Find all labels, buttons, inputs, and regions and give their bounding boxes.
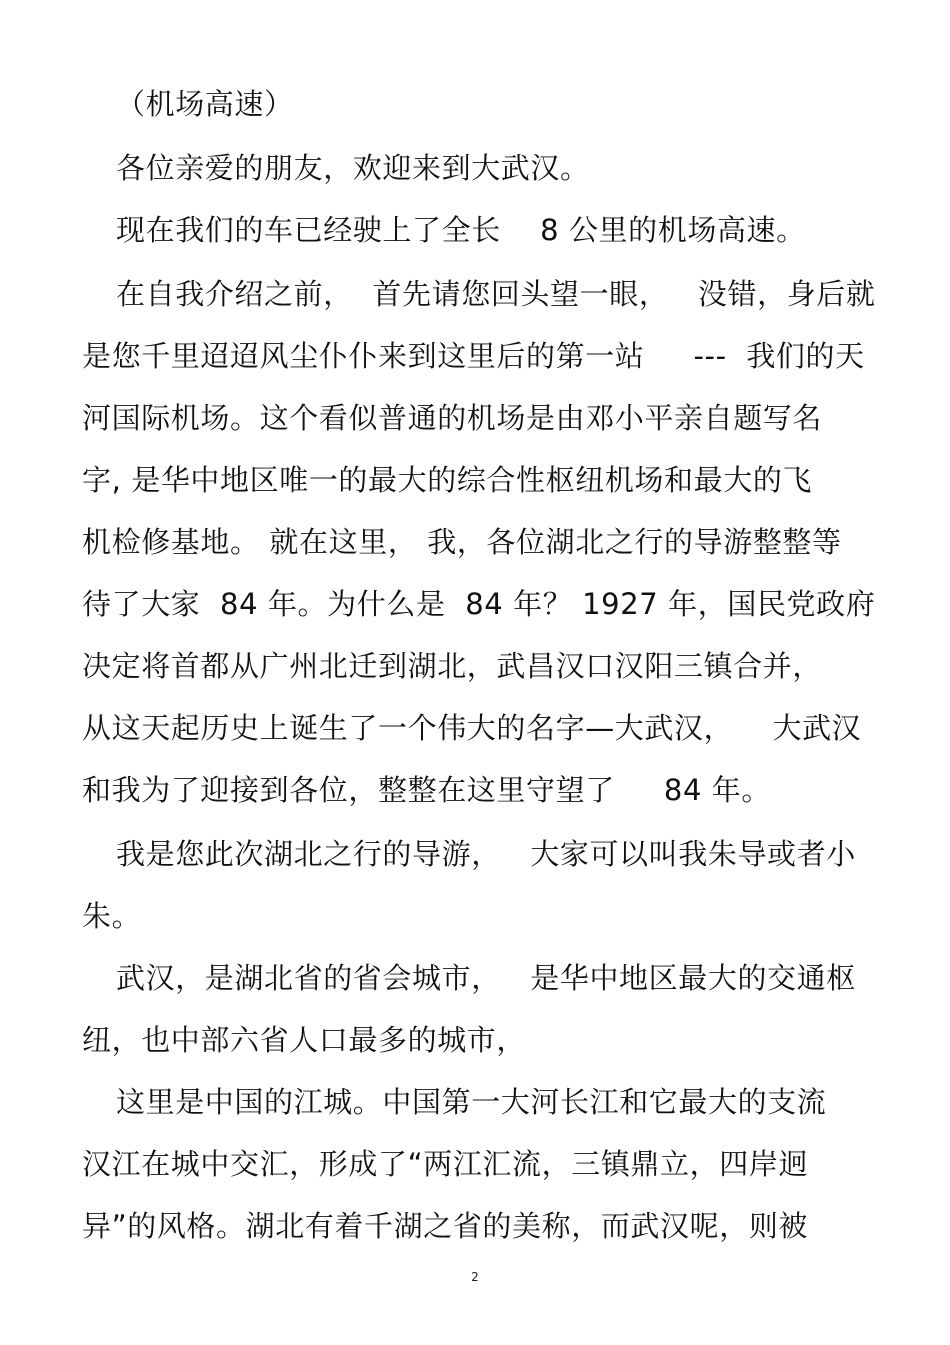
text-line: 从这天起历史上诞生了一个伟大的名字—大武汉， 大武汉 (82, 711, 862, 745)
text-line: 在自我介绍之前， 首先请您回头望一眼， 没错，身后就 (116, 277, 876, 311)
text-line: 纽，也中部六省人口最多的城市， (82, 1023, 527, 1057)
text-line: 机检修基地。 就在这里， 我，各位湖北之行的导游整整等 (82, 525, 842, 559)
text-line: 河国际机场。这个看似普通的机场是由邓小平亲自题写名 (82, 401, 823, 435)
text-line: 异”的风格。湖北有着千湖之省的美称，而武汉呢，则被 (82, 1209, 809, 1243)
text-line: 和我为了迎接到各位，整整在这里守望了 84 年。 (82, 773, 772, 807)
text-line: 字, 是华中地区唯一的最大的综合性枢纽机场和最大的飞 (82, 463, 813, 497)
text-line: 我是您此次湖北之行的导游， 大家可以叫我朱导或者小 (116, 837, 856, 871)
text-line: 现在我们的车已经驶上了全长 8 公里的机场高速。 (116, 213, 806, 247)
page-number: 2 (471, 1270, 479, 1284)
text-line: 待了大家 84 年。为什么是 84 年？ 1927 年，国民党政府 (82, 587, 876, 621)
text-line: 武汉，是湖北省的省会城市， 是华中地区最大的交通枢 (116, 961, 856, 995)
text-line: 汉江在城中交汇，形成了“两江汇流，三镇鼎立，四岸迥 (82, 1147, 809, 1181)
text-line: 朱。 (82, 899, 142, 933)
text-line: 各位亲爱的朋友，欢迎来到大武汉。 (116, 151, 590, 185)
text-line: （机场高速） (116, 87, 294, 121)
text-line: 这里是中国的江城。中国第一大河长江和它最大的支流 (116, 1085, 827, 1119)
text-line: 决定将首都从广州北迁到湖北，武昌汉口汉阳三镇合并， (82, 649, 823, 683)
text-line: 是您千里迢迢风尘仆仆来到这里后的第一站 --- 我们的天 (82, 339, 865, 373)
